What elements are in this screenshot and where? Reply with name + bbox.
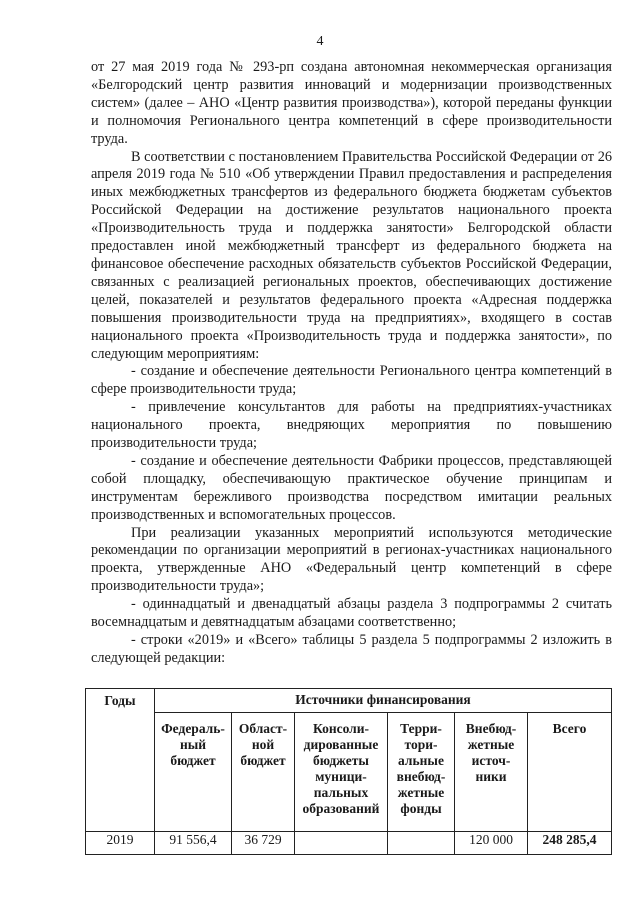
list-item: - одиннадцатый и двенадцатый абзацы раздела 3 подпрограммы 2 считать восемнадцатым и девятнадцатым абзацами соответственно;	[91, 596, 612, 631]
cell-total: 248 285,4	[528, 832, 612, 855]
body-text	[91, 59, 612, 668]
list-item: - привлечение консультантов для работы на предприятиях-участниках национального проекта, внедряющих мероприятия по повышению производительности труда;	[91, 399, 612, 452]
cell-territorial	[388, 832, 455, 855]
paragraph: от 27 мая 2019 года № 293-рп создана автономная некоммерческая организация «Белгородский центр развития инноваций и модернизации производственных систем» (далее – АНО «Центр развития производства»), которой переданы функции и полномочия Регионального центра компетенций в сфере производительности труда.	[91, 59, 612, 147]
header-sources: Источники финансирования	[155, 689, 612, 713]
cell-regional: 36 729	[232, 832, 295, 855]
header-federal-budget: Федераль- ный бюджет	[155, 713, 232, 832]
paragraph: В соответствии с постановлением Правительства Российской Федерации от 26 апреля 2019 года № 510 «Об утверждении Правил предоставления и распределения иных межбюджетных трансфертов из федерального бюджета бюджетам субъектов Российской Федерации на достижение результатов национального проекта «Производительность труда и поддержка занятости» Белгородской области предоставлен иной межбюджетный трансферт из федерального бюджета на финансовое обеспечение расходных обязательств субъектов Российской Федерации, связанных с реализацией региональных проектов, обеспечивающих достижение целей, показателей и результатов федерального проекта «Адресная поддержка повышения производительности труда на предприятиях», входящего в состав национального проекта «Производительность труда и поддержка занятости», по следующим мероприятиям:	[91, 148, 612, 362]
header-territorial-funds: Терри- тори- альные внебюд- жетные фонды	[388, 713, 455, 832]
paragraph: При реализации указанных мероприятий используются методические рекомендации по организации мероприятий в регионах-участниках национального проекта, утвержденные АНО «Федеральный центр компетенций в сфере производительности труда»;	[91, 524, 612, 595]
table-subheader-row	[86, 713, 612, 832]
header-total: Всего	[528, 713, 612, 832]
list-item: - строки «2019» и «Всего» таблицы 5 раздела 5 подпрограммы 2 изложить в следующей редакции:	[91, 632, 612, 666]
list-item: - создание и обеспечение деятельности Фабрики процессов, представляющей собой площадку, обеспечивающую практическое обучение принципам и инструментам бережливого производства посредством имитации реальных производственных и вспомогательных процессов.	[91, 452, 612, 523]
page-number: 4	[316, 34, 324, 49]
header-extrabudgetary: Внебюд- жетные источ- ники	[455, 713, 528, 832]
table-row	[86, 832, 612, 855]
cell-year: 2019	[86, 832, 155, 855]
cell-municipal	[295, 832, 388, 855]
table-header-row	[86, 689, 612, 713]
cell-extrabudget: 120 000	[455, 832, 528, 855]
cell-federal: 91 556,4	[155, 832, 232, 855]
list-item: - создание и обеспечение деятельности Регионального центра компетенций в сфере производительности труда;	[91, 363, 612, 398]
header-years: Годы	[86, 689, 155, 832]
header-municipal-budgets: Консоли- дированные бюджеты муници- пальных образований	[295, 713, 388, 832]
header-regional-budget: Област- ной бюджет	[232, 713, 295, 832]
financing-table	[85, 688, 612, 855]
